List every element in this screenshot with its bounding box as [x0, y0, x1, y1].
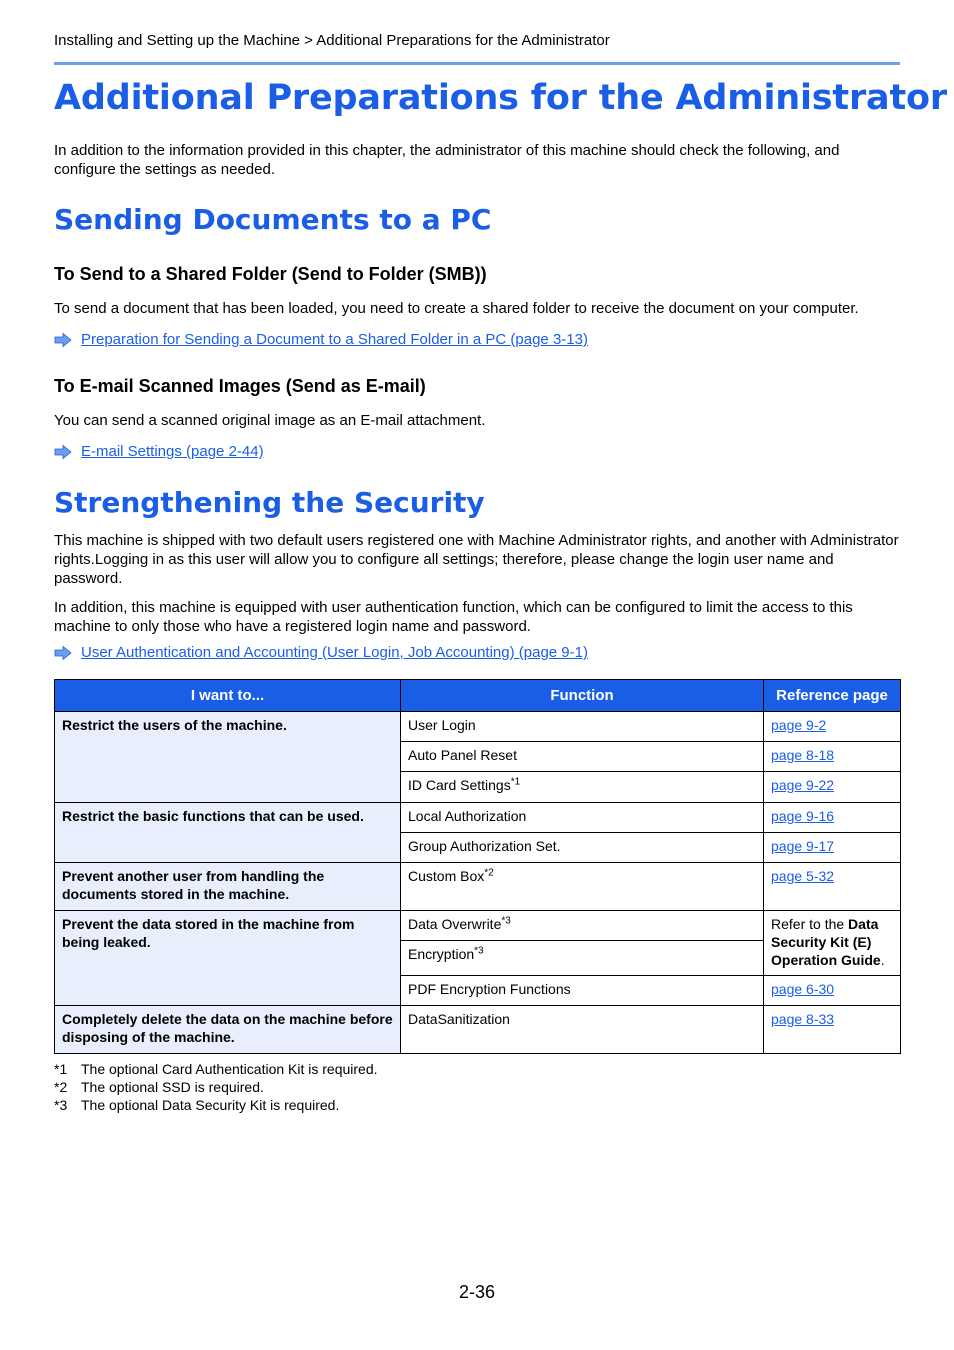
- footnote-mark: *2: [54, 1079, 68, 1095]
- intro-paragraph: In addition to the information provided in this chapter, the administrator of this machine should check the following, and configure the settings as needed.: [54, 142, 840, 178]
- subheading-smb: To Send to a Shared Folder (Send to Folder (SMB)): [54, 264, 487, 284]
- table-row: [55, 1006, 901, 1054]
- function-cell: Group Authorization Set.: [401, 833, 764, 863]
- reference-link[interactable]: page 8-18: [771, 747, 835, 763]
- reference-link[interactable]: page 9-16: [771, 808, 835, 824]
- smb-reference-link[interactable]: Preparation for Sending a Document to a Shared Folder in a PC (page 3-13): [81, 331, 588, 348]
- reference-link[interactable]: page 8-33: [771, 1011, 835, 1027]
- section-heading-security: Strengthening the Security: [54, 486, 485, 519]
- want-cell: Completely delete the data on the machine before disposing of the machine.: [55, 1006, 401, 1054]
- reference-link[interactable]: page 6-30: [771, 981, 835, 997]
- footnote-marker: *2: [484, 867, 494, 879]
- email-reference-link[interactable]: E-mail Settings (page 2-44): [81, 443, 264, 460]
- column-header-want: I want to...: [55, 680, 401, 712]
- reference-note-cell: [764, 911, 901, 976]
- want-cell: Restrict the users of the machine.: [55, 712, 401, 803]
- email-link-row: [54, 443, 264, 460]
- reference-link[interactable]: page 9-22: [771, 777, 835, 793]
- reference-link[interactable]: page 9-17: [771, 838, 835, 854]
- function-cell: PDF Encryption Functions: [401, 976, 764, 1006]
- security-paragraph-1: This machine is shipped with two default users registered one with Machine Administrator rights, and another with Administrator rights.Logging in as this user will allow you to configure all settings; therefore, please change the login user name and password.: [54, 532, 899, 587]
- footnote-marker: *3: [474, 945, 484, 957]
- reference-link[interactable]: page 5-32: [771, 868, 835, 884]
- subheading-email: To E-mail Scanned Images (Send as E-mail): [54, 376, 426, 396]
- reference-cell: [764, 803, 901, 833]
- security-reference-link[interactable]: User Authentication and Accounting (User Login, Job Accounting) (page 9-1): [81, 644, 588, 661]
- arrow-right-icon: [54, 445, 72, 459]
- reference-cell: [764, 976, 901, 1006]
- function-cell: Auto Panel Reset: [401, 742, 764, 772]
- reference-link[interactable]: page 9-2: [771, 717, 827, 733]
- table-row: [55, 803, 901, 833]
- function-label: Data Overwrite: [408, 916, 502, 932]
- security-link-row: [54, 644, 588, 661]
- footnote-marker: *1: [510, 776, 521, 788]
- email-paragraph: You can send a scanned original image as an E-mail attachment.: [54, 412, 486, 429]
- page-title: Additional Preparations for the Administrator: [54, 78, 947, 118]
- function-label: Custom Box: [408, 868, 485, 884]
- refer-note-guide: Data Security Kit (E) Operation Guide: [771, 916, 881, 968]
- want-cell: Prevent the data stored in the machine from being leaked.: [55, 911, 401, 1006]
- function-cell: [401, 911, 764, 941]
- breadcrumb: Installing and Setting up the Machine > Additional Preparations for the Administrator: [54, 32, 610, 49]
- function-cell: DataSanitization: [401, 1006, 764, 1054]
- refer-note-suffix: .: [880, 952, 885, 968]
- footnote: [54, 1060, 378, 1078]
- reference-cell: [764, 712, 901, 742]
- footnote-mark: *3: [54, 1097, 68, 1113]
- reference-cell: [764, 772, 901, 803]
- want-cell: Restrict the basic functions that can be used.: [55, 803, 401, 863]
- column-header-reference: Reference page: [764, 680, 901, 712]
- page-number: 2-36: [458, 1282, 496, 1302]
- footnote-text: The optional SSD is required.: [81, 1079, 264, 1095]
- footnote-mark: *1: [54, 1061, 68, 1077]
- arrow-right-icon: [54, 333, 72, 347]
- arrow-right-icon: [54, 646, 72, 660]
- table-row: [55, 911, 901, 941]
- column-header-function: Function: [401, 680, 764, 712]
- function-cell: [401, 772, 764, 803]
- table-row: [55, 712, 901, 742]
- reference-cell: [764, 742, 901, 772]
- smb-paragraph: To send a document that has been loaded, you need to create a shared folder to receive the document on your computer.: [54, 300, 859, 317]
- function-label: ID Card Settings: [408, 777, 511, 793]
- reference-cell: [764, 863, 901, 911]
- security-reference-table: [54, 679, 901, 1054]
- reference-cell: [764, 1006, 901, 1054]
- security-paragraph-2: In addition, this machine is equipped with user authentication function, which can be configured to limit the access to this machine to only those who have a registered login name and password.: [54, 599, 853, 635]
- function-cell: Local Authorization: [401, 803, 764, 833]
- footnote-text: The optional Card Authentication Kit is required.: [81, 1061, 378, 1077]
- footnote-text: The optional Data Security Kit is required.: [81, 1097, 340, 1113]
- smb-link-row: [54, 331, 588, 348]
- reference-cell: [764, 833, 901, 863]
- footnote-marker: *3: [501, 915, 511, 927]
- function-cell: [401, 863, 764, 911]
- want-cell: Prevent another user from handling the documents stored in the machine.: [55, 863, 401, 911]
- table-header-row: [55, 680, 901, 712]
- footnote: [54, 1078, 378, 1096]
- function-label: Encryption: [408, 946, 475, 962]
- table-row: [55, 863, 901, 911]
- section-heading-sending: Sending Documents to a PC: [54, 203, 492, 236]
- header-rule: [54, 62, 900, 65]
- footnotes: [54, 1060, 378, 1114]
- footnote: [54, 1096, 378, 1114]
- refer-note-prefix: Refer to the: [771, 916, 849, 932]
- function-cell: User Login: [401, 712, 764, 742]
- function-cell: [401, 941, 764, 976]
